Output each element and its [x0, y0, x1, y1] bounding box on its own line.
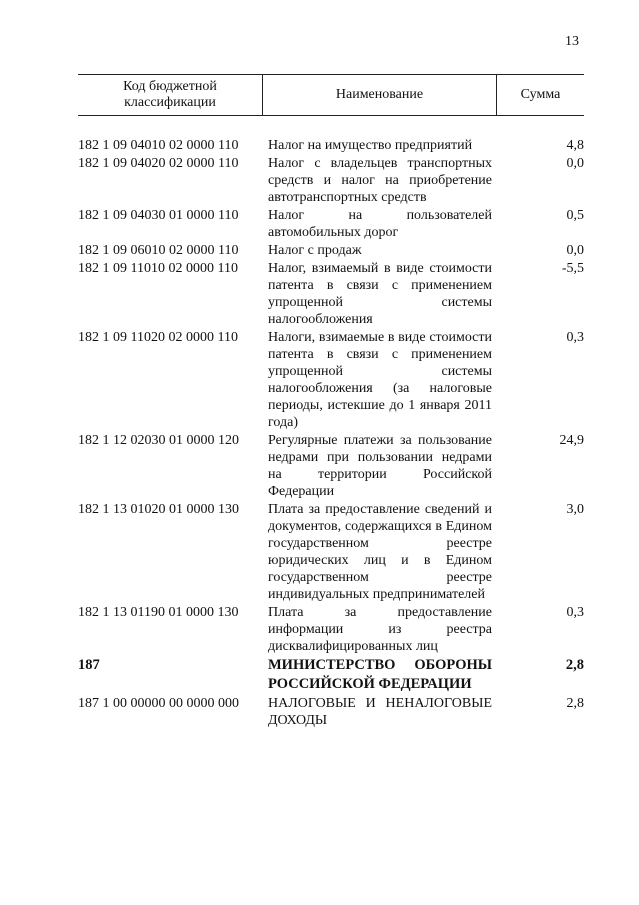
row-name: Налог с продаж	[268, 243, 362, 258]
row-sum: 0,3	[566, 605, 584, 620]
table-row	[78, 329, 584, 431]
table-row	[78, 242, 584, 259]
row-name: Плата за предоставление информации из реестра дисквалифицированных лиц	[268, 605, 492, 654]
table-row	[78, 432, 584, 500]
table-row	[78, 604, 584, 655]
table-row-ministry	[78, 656, 584, 694]
header-sum: Сумма	[520, 87, 561, 102]
row-name: Налог на пользователей автомобильных дорог	[268, 208, 492, 240]
row-code: 187 1 00 00000 00 0000 000	[78, 696, 239, 711]
header-code: Код бюджетной классификации	[78, 75, 263, 115]
table-row	[78, 695, 584, 729]
row-name: Налог с владельцев транспортных средств и налог на приобретение автотранспортных средств	[268, 156, 492, 205]
row-name: МИНИСТЕРСТВО ОБОРОНЫ РОССИЙСКОЙ ФЕДЕРАЦИИ	[268, 657, 492, 692]
row-sum: 0,0	[566, 243, 584, 258]
row-name: Налоги, взимаемые в виде стоимости патента в связи с применением упрощенной системы налогообложения (за налоговые периоды, истекшие до 1 января 2011 года)	[268, 330, 492, 430]
table-row	[78, 137, 584, 154]
row-code: 182 1 09 11020 02 0000 110	[78, 330, 238, 345]
table-row	[78, 501, 584, 603]
row-sum: -5,5	[561, 261, 584, 276]
row-sum: 4,8	[566, 138, 584, 153]
row-name: Регулярные платежи за пользование недрами при пользовании недрами на территории Российской Федерации	[268, 433, 492, 499]
table-body	[78, 137, 584, 730]
row-code: 182 1 13 01190 01 0000 130	[78, 605, 239, 620]
row-code: 182 1 13 01020 01 0000 130	[78, 502, 239, 517]
table-row	[78, 260, 584, 328]
row-name: Налог на имущество предприятий	[268, 138, 473, 153]
row-code: 187	[78, 657, 100, 673]
row-code: 182 1 09 04020 02 0000 110	[78, 156, 239, 171]
row-name: НАЛОГОВЫЕ И НЕНАЛОГОВЫЕ ДОХОДЫ	[268, 696, 492, 728]
row-sum: 0,3	[566, 330, 584, 345]
row-code: 182 1 09 11010 02 0000 110	[78, 261, 238, 276]
row-name: Плата за предоставление сведений и документов, содержащихся в Едином государственном реестре юридических лиц и в Едином государственном реестре индивидуальных предпринимателей	[268, 502, 492, 602]
row-sum: 2,8	[565, 657, 584, 673]
row-code: 182 1 12 02030 01 0000 120	[78, 433, 239, 448]
row-name: Налог, взимаемый в виде стоимости патента в связи с применением упрощенной системы налогообложения	[268, 261, 492, 327]
row-sum: 2,8	[566, 696, 584, 711]
table-row	[78, 155, 584, 206]
table-header	[78, 74, 584, 116]
table-row	[78, 207, 584, 241]
row-sum: 24,9	[559, 433, 584, 448]
page-number: 13	[565, 34, 579, 49]
row-sum: 0,5	[566, 208, 584, 223]
row-code: 182 1 09 06010 02 0000 110	[78, 243, 239, 258]
row-sum: 0,0	[566, 156, 584, 171]
row-code: 182 1 09 04030 01 0000 110	[78, 208, 239, 223]
row-sum: 3,0	[566, 502, 584, 517]
header-name: Наименование	[263, 75, 497, 115]
row-code: 182 1 09 04010 02 0000 110	[78, 138, 239, 153]
